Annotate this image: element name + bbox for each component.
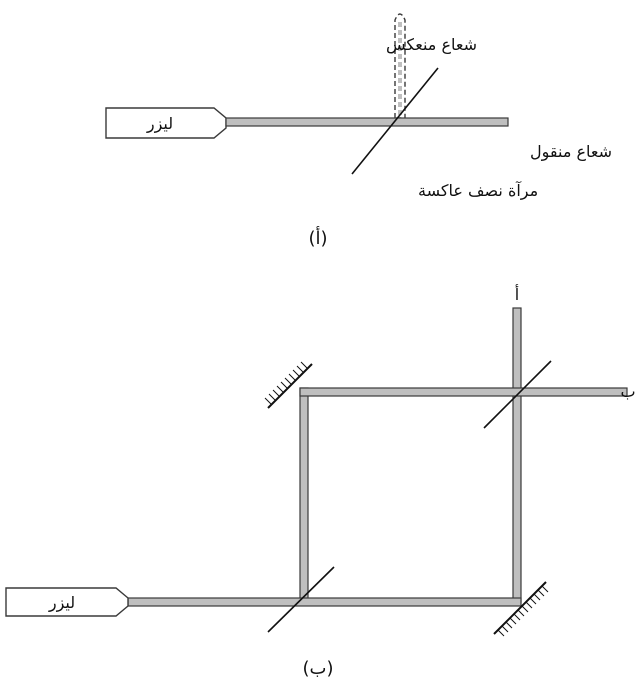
caption-a: (أ) — [308, 228, 328, 249]
left-vertical-beam — [300, 388, 308, 602]
figure-a — [106, 14, 612, 249]
output-b-label: ب — [620, 382, 636, 401]
reflected-beam-label: شعاع منعكس — [386, 35, 477, 54]
output-beam-b — [300, 388, 627, 396]
caption-b: (ب) — [302, 658, 334, 679]
laser-b-label: ليزر — [48, 593, 76, 612]
transmitted-beam-label: شعاع منقول — [530, 142, 613, 161]
figure-b — [6, 284, 636, 679]
output-a-label: أ — [514, 285, 520, 304]
bottom-beam — [128, 598, 521, 606]
transmitted-beam — [226, 118, 508, 126]
half-mirror-label: مرآة نصف عاكسة — [418, 181, 539, 200]
output-beam-a — [513, 308, 521, 602]
laser-a-label: ليزر — [146, 114, 174, 133]
